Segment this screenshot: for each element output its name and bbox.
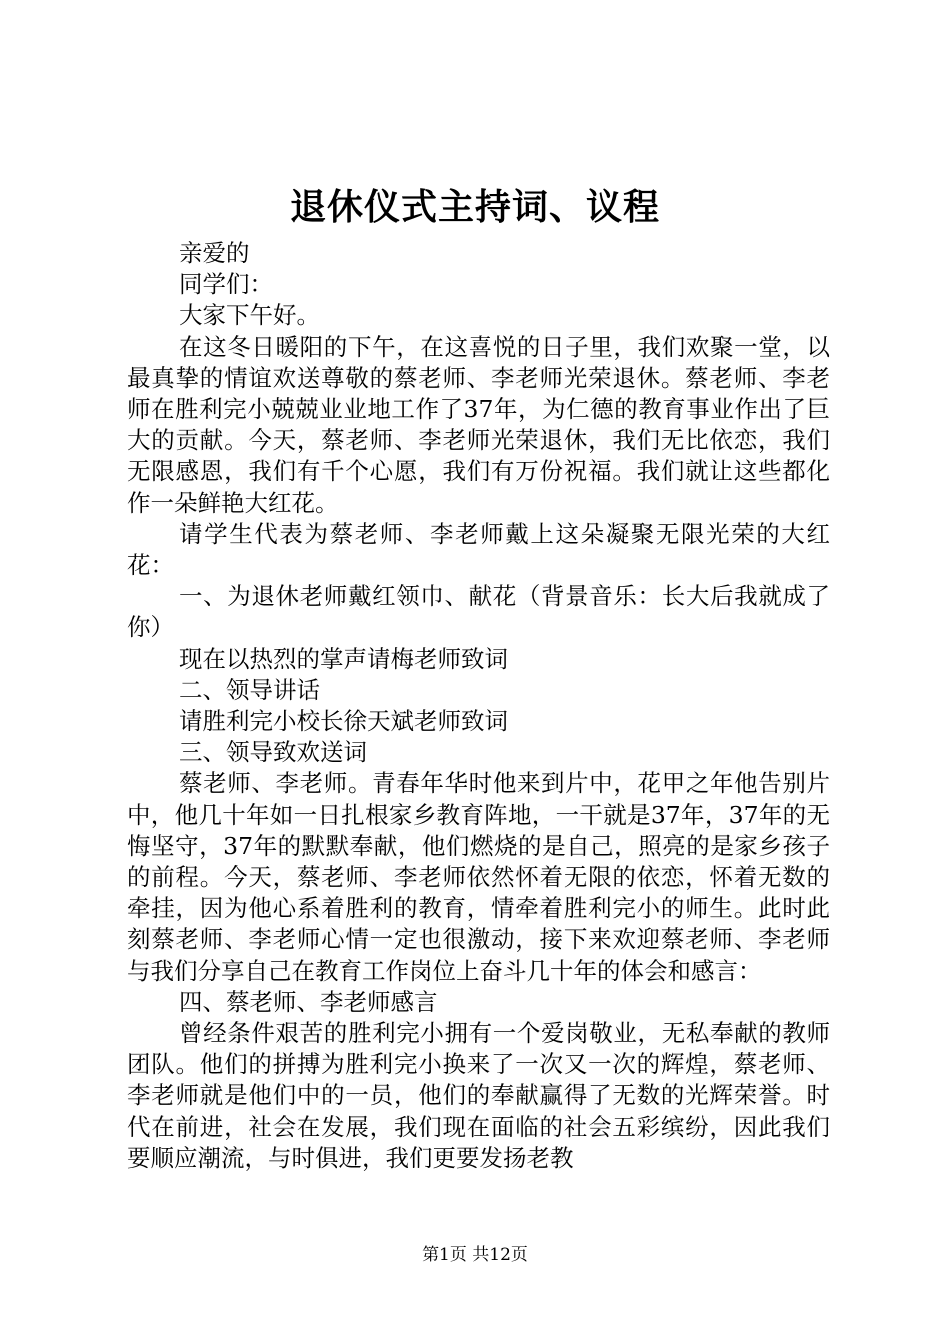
paragraph: 四、蔡老师、李老师感言 xyxy=(179,987,438,1016)
document-title: 退休仪式主持词、议程 xyxy=(289,187,660,228)
paragraph: 曾经条件艰苦的胜利完小拥有一个爱岗敬业，无私奉献的教师团队。他们的拼搏为胜利完小换来了一次又一次的辉煌，蔡老师、李老师就是他们中的一员，他们的奉献赢得了无数的光辉荣誉。时代在前进，社会在发展，我们现在面临的社会五彩缤纷，因此我们要顺应潮流，与时俱进，我们更要发扬老教 xyxy=(127,1019,830,1172)
paragraph: 蔡老师、李老师。青春年华时他来到片中，花甲之年他告别片中，他几十年如一日扎根家乡教育阵地，一干就是37年，37年的无悔坚守，37年的默默奉献，他们燃烧的是自己，照亮的是家乡孩子的前程。今天，蔡老师、李老师依然怀着无限的依恋，怀着无数的牵挂，因为他心系着胜利的教育，情牵着胜利完小的师生。此时此刻蔡老师、李老师心情一定也很激动，接下来欢迎蔡老师、李老师与我们分享自己在教育工作岗位上奋斗几十年的体会和感言： xyxy=(127,769,830,985)
paragraph: 大家下午好。 xyxy=(179,301,320,330)
paragraph: 请学生代表为蔡老师、李老师戴上这朵凝聚无限光荣的大红花： xyxy=(127,519,830,580)
paragraph: 亲爱的 xyxy=(179,239,250,267)
paragraph: 一、为退休老师戴红领巾、献花（背景音乐：长大后我就成了你） xyxy=(127,582,830,642)
paragraph: 二、领导讲话 xyxy=(179,675,320,704)
paragraph: 在这冬日暖阳的下午，在这喜悦的日子里，我们欢聚一堂，以最真挚的情谊欢送尊敬的蔡老师、李老师光荣退休。蔡老师、李老师在胜利完小兢兢业业地工作了37年，为仁德的教育事业作出了巨大的贡献。今天，蔡老师、李老师光荣退休，我们无比依恋，我们无限感恩，我们有千个心愿，我们有万份祝福。我们就让这些都化作一朵鲜艳大红花。 xyxy=(127,332,830,517)
document-body xyxy=(127,238,830,1174)
page-footer: 第1页 共12页 xyxy=(422,1245,528,1265)
paragraph: 同学们： xyxy=(179,270,273,299)
paragraph: 现在以热烈的掌声请梅老师致词 xyxy=(179,644,508,673)
paragraph: 请胜利完小校长徐天斌老师致词 xyxy=(179,707,508,736)
paragraph: 三、领导致欢送词 xyxy=(179,738,367,767)
